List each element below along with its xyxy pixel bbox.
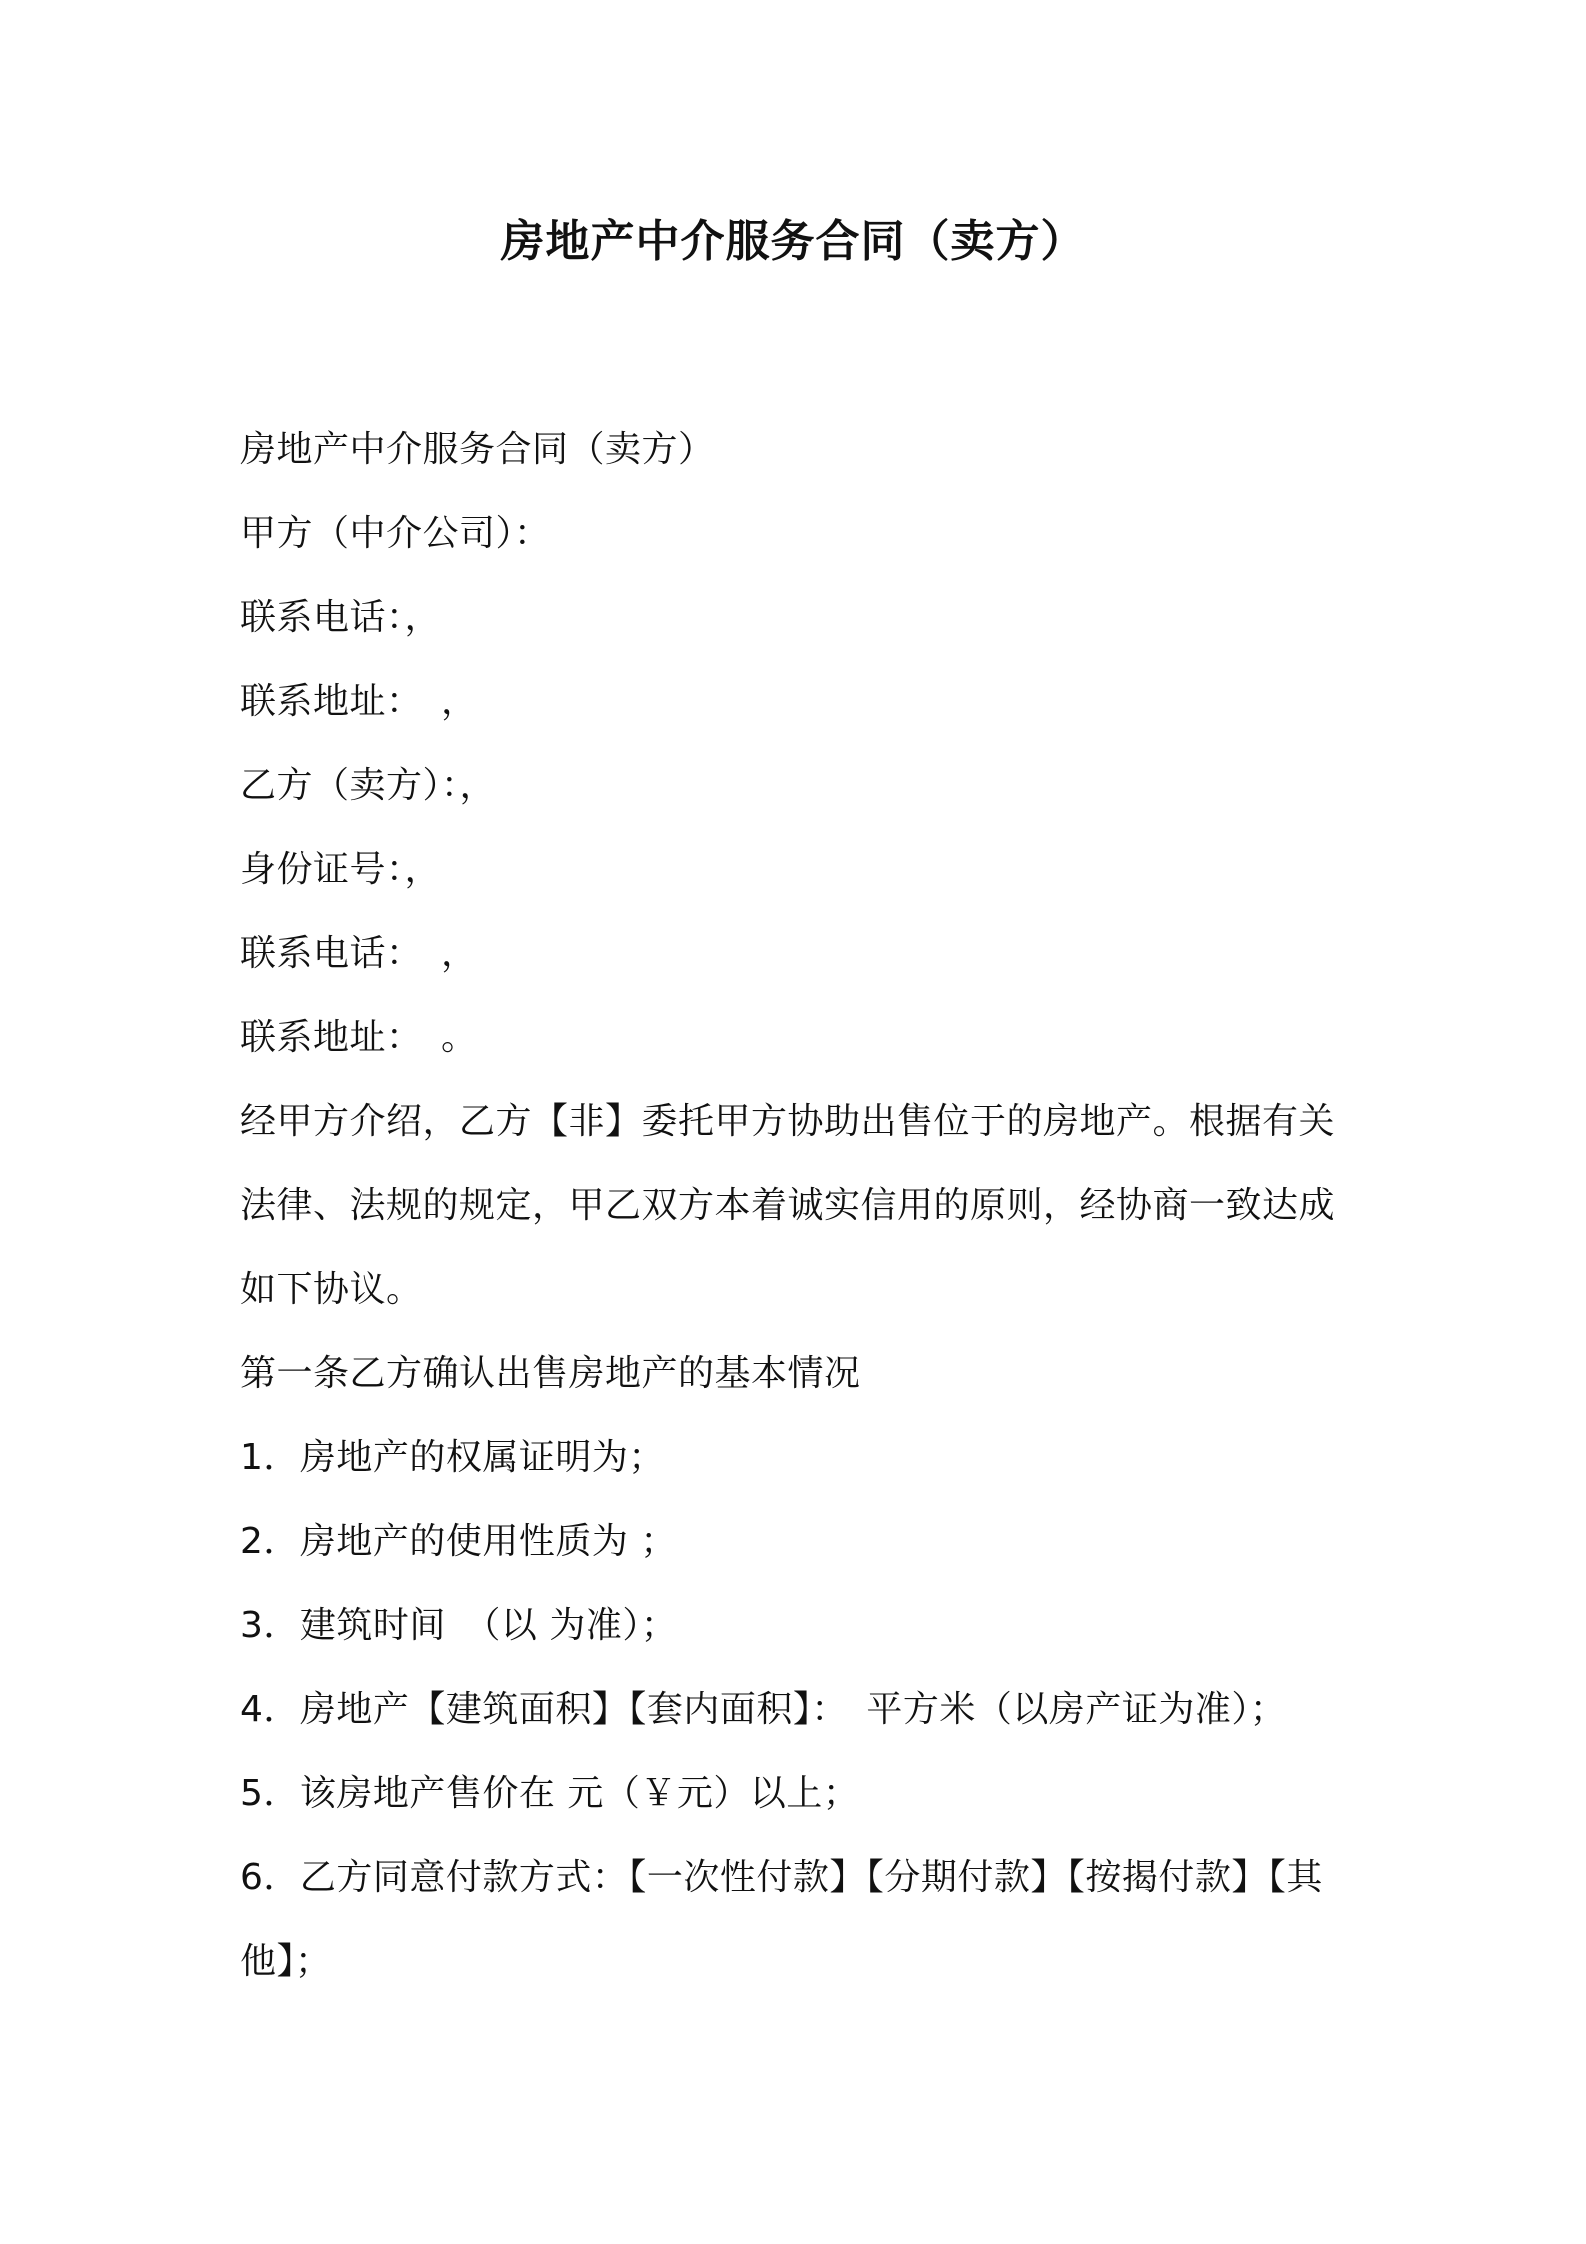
article-one-item-4: 4．房地产【建筑面积】【套内面积】： 平方米（以房产证为准）； <box>240 1689 1287 1730</box>
article-one-item-2: 2．房地产的使用性质为 ； <box>240 1521 677 1562</box>
article-one-item-1: 1．房地产的权属证明为； <box>240 1437 665 1478</box>
document-title: 房地产中介服务合同（卖方） <box>500 216 1086 267</box>
document-body <box>240 408 1360 2004</box>
article-one-heading: 第一条乙方确认出售房地产的基本情况 <box>240 1353 861 1394</box>
article-one-item-5: 5．该房地产售价在 元（￥元）以上； <box>240 1773 860 1814</box>
party-b-phone-line: 联系电话： ， <box>240 933 478 974</box>
party-b-address-line: 联系地址： 。 <box>240 1017 478 1058</box>
party-a-phone-line: 联系电话：， <box>240 597 442 638</box>
party-b-line: 乙方（卖方）：， <box>240 765 497 806</box>
party-a-line: 甲方（中介公司）： <box>240 513 551 554</box>
party-a-address-line: 联系地址： ， <box>240 681 478 722</box>
body-heading: 房地产中介服务合同（卖方） <box>240 429 715 470</box>
party-b-id-line: 身份证号：， <box>240 849 442 890</box>
article-one-item-6: 6．乙方同意付款方式：【一次性付款】【分期付款】【按揭付款】【其他】； <box>240 1857 1323 1982</box>
intro-paragraph: 经甲方介绍，乙方【非】委托甲方协助出售位于的房地产。根据有关法律、法规的规定，甲乙双方本着诚实信用的原则，经协商一致达成如下协议。 <box>240 1101 1336 1310</box>
article-one-item-3: 3．建筑时间 （以 为准）； <box>240 1605 678 1646</box>
